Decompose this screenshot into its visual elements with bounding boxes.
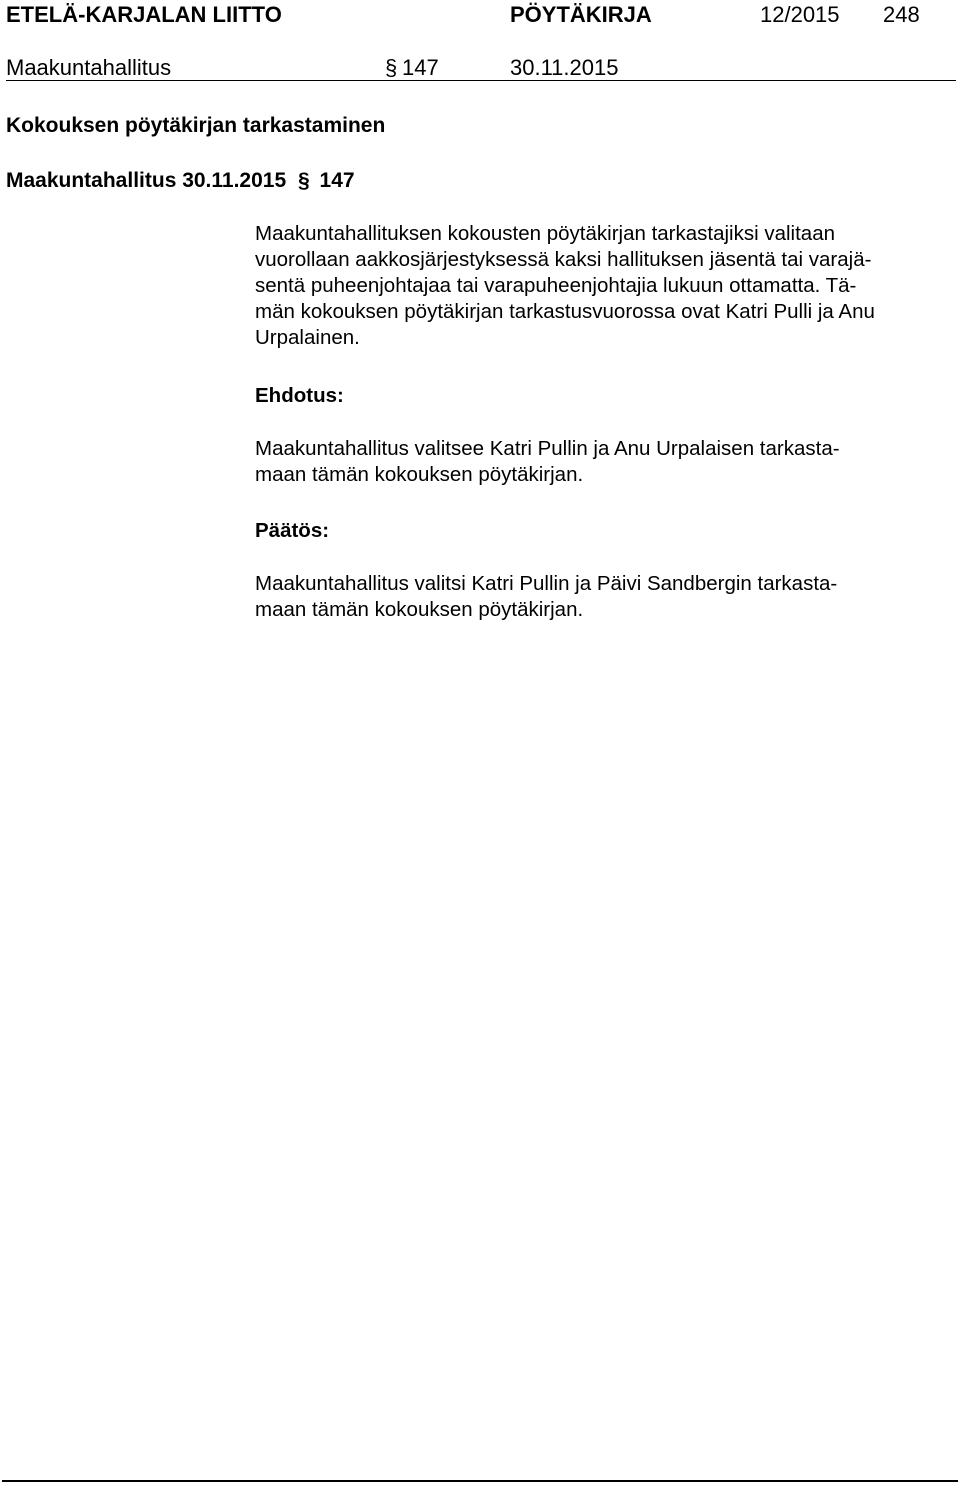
section-symbol: §	[385, 55, 398, 80]
page-title: Kokouksen pöytäkirjan tarkastaminen	[6, 114, 386, 137]
intro-paragraph	[255, 221, 875, 351]
header-date: 30.11.2015	[510, 55, 619, 80]
intro-line: Maakuntahallituksen kokousten pöytäkirjan tarkastajiksi valitaan	[255, 222, 836, 245]
proposal-paragraph	[255, 436, 840, 488]
doc-type: PÖYTÄKIRJA	[510, 2, 652, 27]
intro-line: sentä puheenjohtajaa tai varapuheenjohtajia lukuun ottamatta. Tä-	[255, 274, 857, 297]
intro-line: män kokouksen pöytäkirjan tarkastusvuorossa ovat Katri Pulli ja Anu	[255, 300, 875, 323]
page-number: 248	[883, 2, 920, 27]
decision-line: Maakuntahallitus valitsi Katri Pullin ja Päivi Sandbergin tarkasta-	[255, 572, 838, 595]
intro-line: vuorollaan aakkosjärjestyksessä kaksi hallituksen jäsentä tai varajä-	[255, 248, 872, 271]
meeting-reference	[6, 168, 355, 194]
proposal-line: Maakuntahallitus valitsee Katri Pullin ja Anu Urpalaisen tarkasta-	[255, 437, 840, 460]
header-body-name: Maakuntahallitus	[6, 55, 172, 80]
decision-line: maan tämän kokouksen pöytäkirjan.	[255, 598, 584, 621]
header-divider	[6, 80, 956, 81]
intro-line: Urpalainen.	[255, 326, 360, 349]
meeting-section-number: 147	[319, 169, 355, 192]
footer-divider	[2, 1480, 958, 1482]
header-section-number: 147	[402, 55, 439, 80]
meeting-section-symbol: §	[298, 169, 310, 192]
decision-paragraph	[255, 571, 837, 623]
org-name: ETELÄ-KARJALAN LIITTO	[6, 2, 282, 27]
meeting-reference-text: Maakuntahallitus 30.11.2015	[6, 169, 287, 192]
decision-heading: Päätös:	[255, 519, 330, 542]
proposal-line: maan tämän kokouksen pöytäkirjan.	[255, 463, 584, 486]
proposal-heading: Ehdotus:	[255, 384, 344, 407]
doc-number: 12/2015	[760, 2, 840, 27]
